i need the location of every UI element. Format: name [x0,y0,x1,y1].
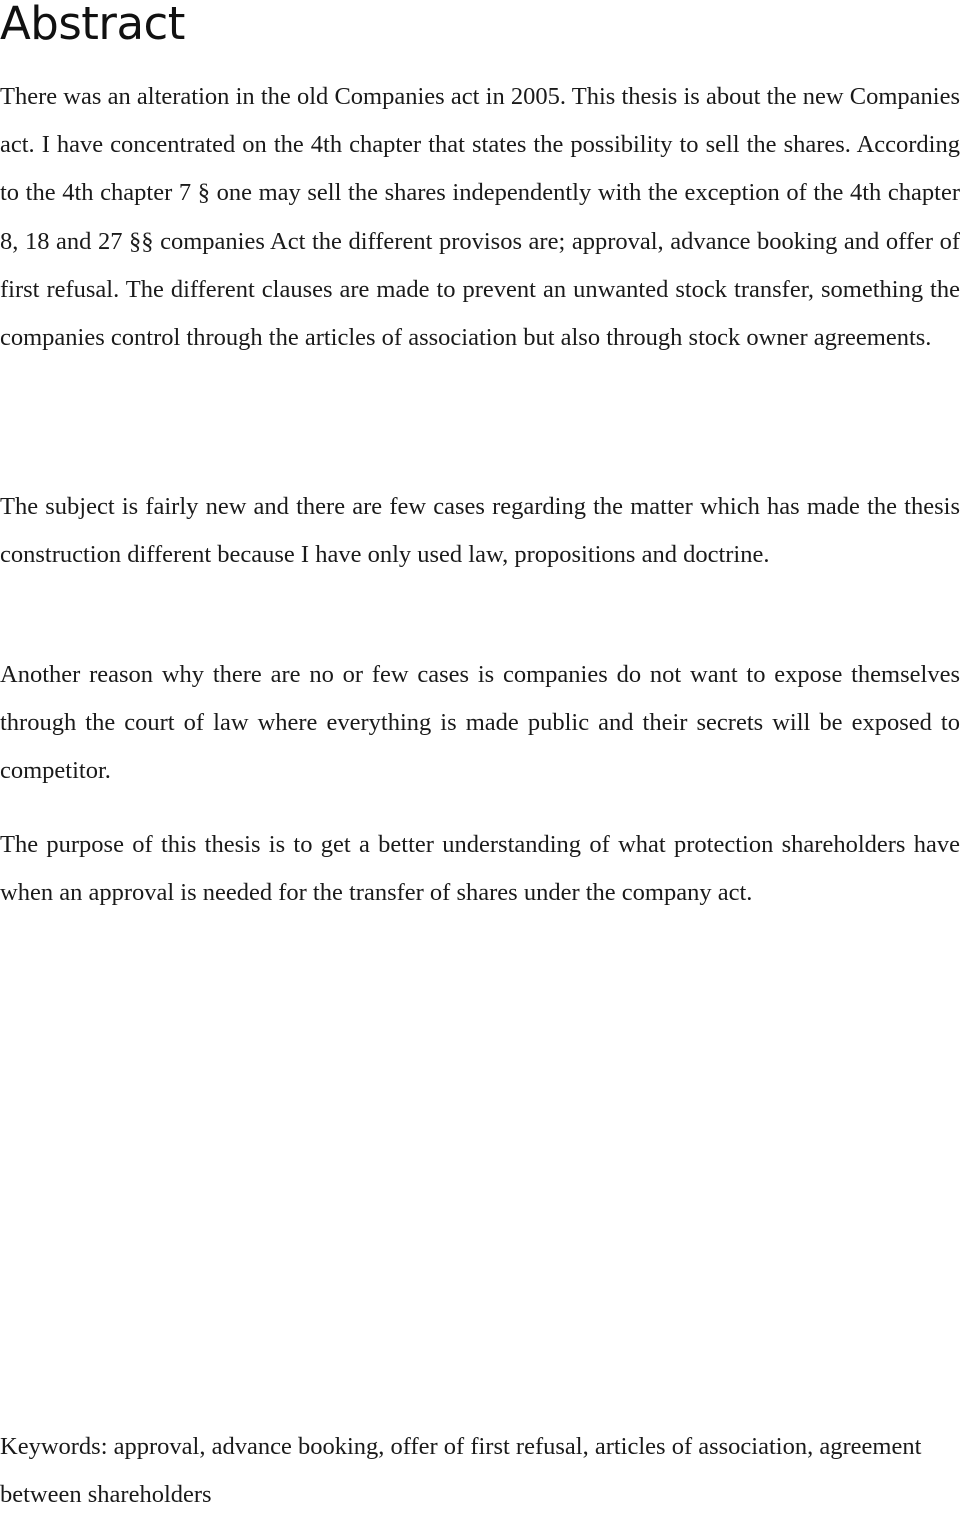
page-title: Abstract [0,0,185,50]
keywords-line: Keywords: approval, advance booking, offer of first refusal, articles of association, agreement between shareholders [0,1433,922,1508]
abstract-paragraph-4: The purpose of this thesis is to get a better understanding of what protection shareholders have when an approval is needed for the transfer of shares under the company act. [0,831,960,907]
abstract-paragraph-1: There was an alteration in the old Companies act in 2005. This thesis is about the new Companies act. I have concentrated on the 4th chapter that states the possibility to sell the shares. According to the 4th chapter 7 § one may sell the shares independently with the exception of the 4th chapter 8, 18 and 27 §§ companies Act the different provisos are; approval, advance booking and offer of first refusal. The different clauses are made to prevent an unwanted stock transfer, something the companies control through the articles of association but also through stock owner agreements. [0,83,960,352]
abstract-paragraph-3: Another reason why there are no or few cases is companies do not want to expose themselves through the court of law where everything is made public and their secrets will be exposed to competitor. [0,661,960,785]
abstract-paragraph-2: The subject is fairly new and there are few cases regarding the matter which has made the thesis construction different because I have only used law, propositions and doctrine. [0,493,960,569]
